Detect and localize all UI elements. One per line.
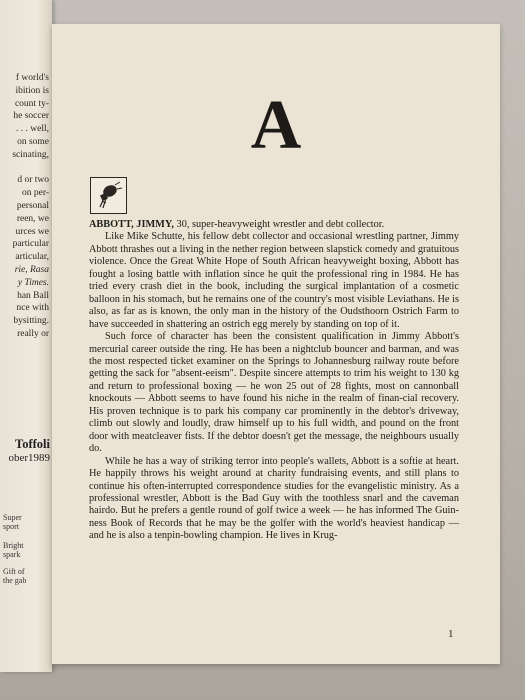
- left-line: rie, Rasa: [14, 264, 49, 275]
- entry-intro: 30, super-heavyweight wrestler and debt collector.: [173, 219, 385, 230]
- caption-gift-of-the-gab: [3, 567, 43, 585]
- left-line: f world's: [15, 73, 49, 83]
- left-line: . . . well,: [16, 124, 49, 135]
- signature-date: ober1989: [8, 452, 50, 464]
- left-line: d or two: [17, 175, 49, 186]
- left-line: count ty-: [14, 98, 49, 109]
- left-line: really or: [17, 328, 49, 339]
- left-line: particular: [12, 239, 49, 250]
- entry-paragraph: Like Mike Schutte, his fellow debt collector and occasional wrestling partner, Jimmy Abbott thrashes out a living in the nether region between slapstick comedy and gratuitous violence. Once the Great White Hope of South African heavyweight boxing, Abbott has fought a losing battle with inflation since he quit the professional ring in 1984. He has tried every crash diet in the book, including the surgical implantation of a cosmetic balloon in his stomach, but he remains one of the country's most visible Leviathans. He is also, as far as is known, the only man in the history of the Oudsthoorn Ostrich Farm to have succeeded in shattering an ostrich egg merely by standing on top of it.: [89, 231, 459, 330]
- left-line: bysitting.: [13, 316, 49, 327]
- boxing-glove-icon: [90, 177, 127, 214]
- entry-headword: ABBOTT, JIMMY,: [89, 219, 174, 230]
- left-line: he soccer: [13, 111, 49, 122]
- entry-heading-paragraph: [89, 219, 459, 231]
- left-line: urces we: [15, 226, 49, 237]
- left-page: [0, 0, 52, 672]
- left-line: articular,: [15, 252, 49, 263]
- entry-paragraph: While he has a way of striking terror into people's wallets, Abbott is a softie at heart. He happily throws his weight around at charity fundraising events, and still plans to continue his often-interrupted correspondence studies for the evangelistic ministry. As a professional wrestler, Abbott is the Bad Guy with the toothless snarl and the caveman hairdo. But he prefers a gentle round of golf twice a week — he has informed The Guin-ness Book of Records that he may be the golfer with the world's heaviest handicap — and he is also a tenpin-bowling champion. He lives in Krug-: [89, 455, 459, 542]
- caption-line: sport: [3, 522, 19, 531]
- left-line: scinating,: [12, 149, 49, 160]
- signature-name: Toffoli: [15, 437, 50, 451]
- left-line: on per-: [22, 188, 49, 199]
- caption-line: the gab: [3, 576, 27, 585]
- book-page: [52, 24, 500, 664]
- left-line: on some: [17, 136, 49, 147]
- left-signature: [8, 437, 50, 464]
- entry-text: [89, 219, 459, 543]
- caption-line: Super: [3, 513, 22, 522]
- left-page-text: [0, 72, 49, 341]
- left-line: personal: [16, 200, 49, 211]
- caption-line: Gift of: [3, 567, 25, 576]
- section-letter: A: [250, 87, 302, 164]
- left-line: ibition is: [15, 85, 49, 96]
- left-line: [0, 162, 49, 175]
- caption-bright-spark: [3, 541, 43, 559]
- entry-paragraph: Such force of character has been the consistent qualification in Jimmy Abbott's mercurial career outside the ring. He has been a nightclub bouncer and barman, and was the most respected ticket examiner on the Springs to Johannesburg railway route before getting the sack for "absent-eeism". Despite sincere attempts to trim his weight to 130 kg and return to professional boxing — he won 25 out of 28 fights, most on cannonball knockouts — Abbott seems to have found his niche in the realm of finan-cial recovery. His proven technique is to park his company car prominently in the debtor's driveway, climb out slowly and loudly, draw himself up to his full width, and pound on the front door with meatcleaver fists. If the debtor doesn't get the message, the neighbours usually do.: [89, 331, 459, 455]
- left-line: nce with: [16, 303, 49, 314]
- left-line: y Times.: [17, 277, 49, 288]
- caption-super-sport: [3, 513, 43, 531]
- caption-line: spark: [3, 550, 21, 559]
- left-line: reen, we: [16, 213, 49, 224]
- caption-line: Bright: [3, 541, 24, 550]
- left-line: han Ball: [17, 290, 49, 301]
- page-number: 1: [448, 628, 454, 640]
